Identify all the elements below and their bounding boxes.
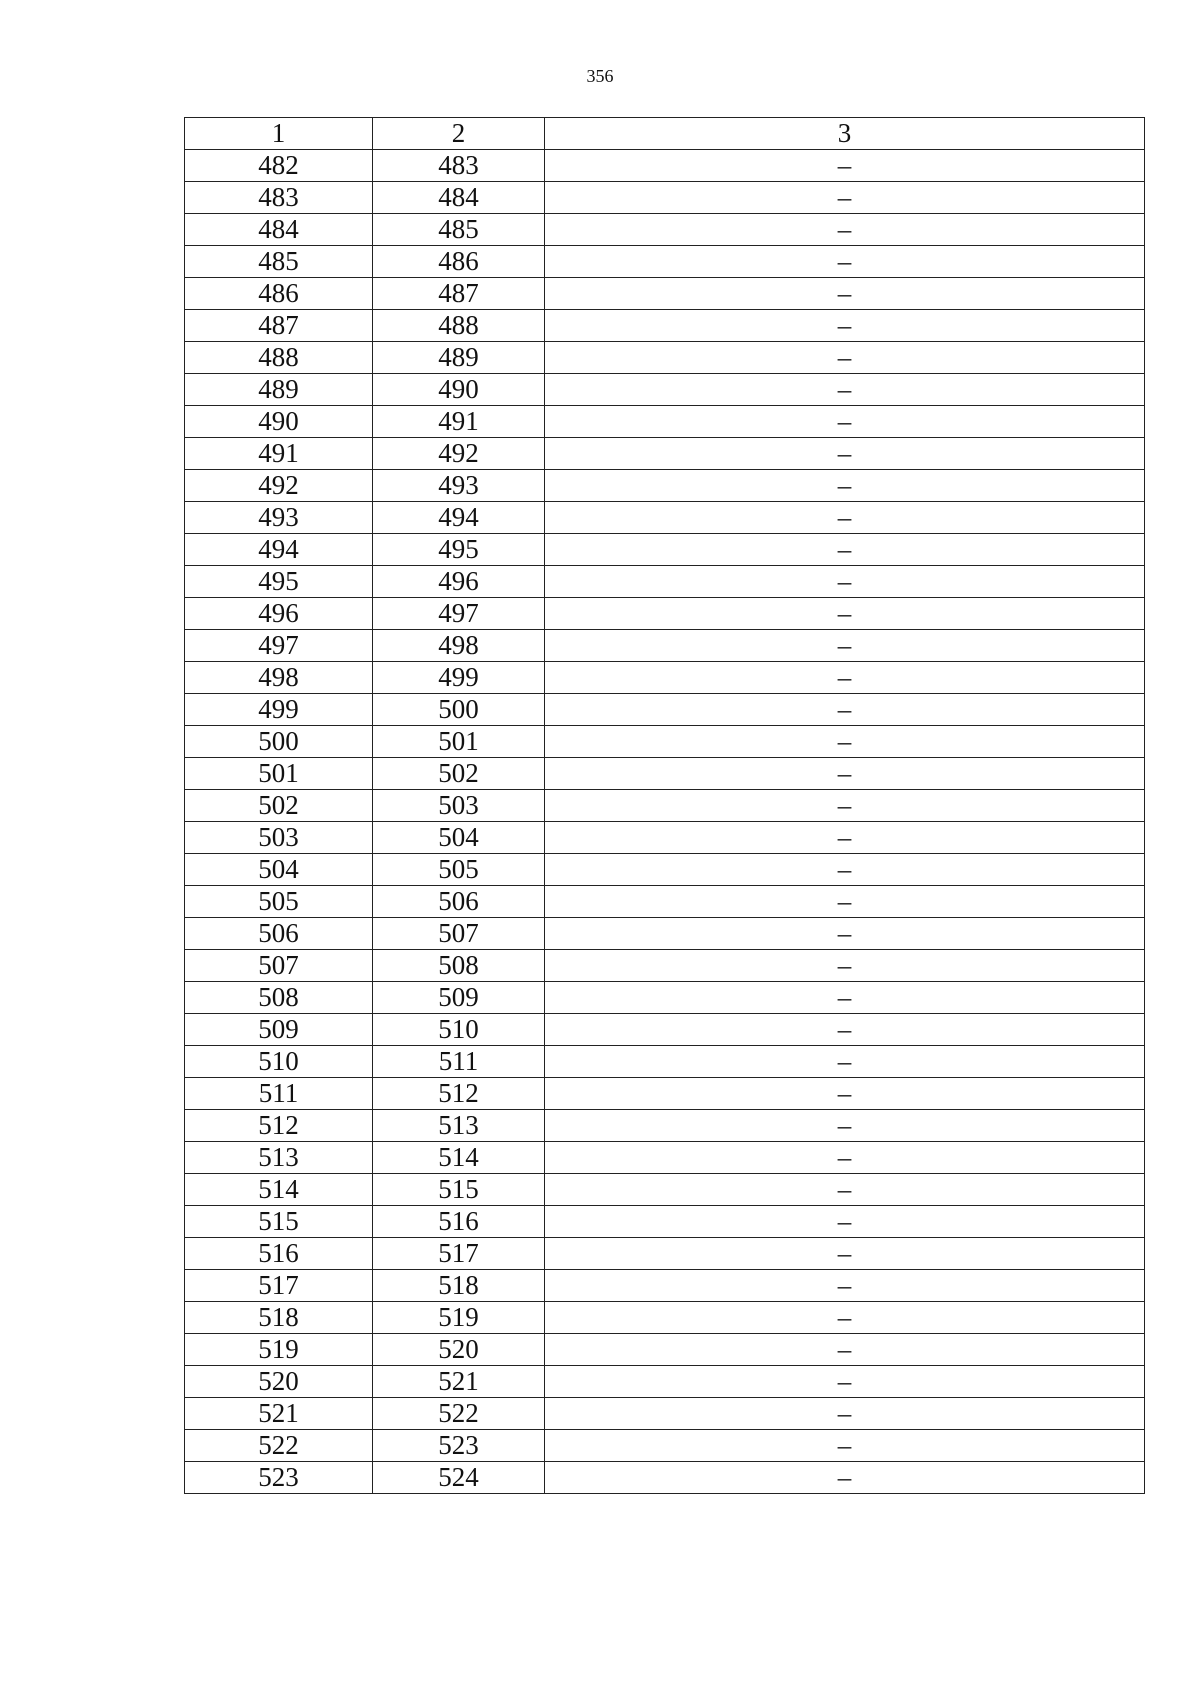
table-cell: 503 (185, 822, 373, 854)
table-cell: 492 (185, 470, 373, 502)
table-cell: – (545, 438, 1145, 470)
table-cell: 507 (373, 918, 545, 950)
table-cell: 488 (185, 342, 373, 374)
table-row (185, 1110, 1145, 1142)
table-cell: 511 (185, 1078, 373, 1110)
table-row (185, 502, 1145, 534)
table-cell: 510 (185, 1046, 373, 1078)
table-row (185, 1398, 1145, 1430)
table-cell: – (545, 1430, 1145, 1462)
table-row (185, 854, 1145, 886)
table-cell: 495 (185, 566, 373, 598)
table-cell: 518 (373, 1270, 545, 1302)
table-row (185, 1462, 1145, 1494)
table-cell: 518 (185, 1302, 373, 1334)
table-row (185, 1078, 1145, 1110)
table-cell: 486 (185, 278, 373, 310)
table-cell: – (545, 1110, 1145, 1142)
table-cell: 490 (373, 374, 545, 406)
table-cell: – (545, 982, 1145, 1014)
table-row (185, 1046, 1145, 1078)
table-cell: 483 (373, 150, 545, 182)
table-cell: 490 (185, 406, 373, 438)
table-cell: 507 (185, 950, 373, 982)
table-row (185, 534, 1145, 566)
table-row (185, 662, 1145, 694)
table-row (185, 822, 1145, 854)
table-cell: – (545, 1078, 1145, 1110)
table-cell: 503 (373, 790, 545, 822)
table-row (185, 246, 1145, 278)
table-cell: – (545, 918, 1145, 950)
table-cell: 484 (373, 182, 545, 214)
table-cell: – (545, 278, 1145, 310)
table-header-row (185, 118, 1145, 150)
table-cell: 517 (185, 1270, 373, 1302)
table-row (185, 310, 1145, 342)
table-cell: 509 (185, 1014, 373, 1046)
table-cell: 488 (373, 310, 545, 342)
table-cell: 497 (373, 598, 545, 630)
table-cell: 523 (185, 1462, 373, 1494)
table-row (185, 374, 1145, 406)
table-cell: 489 (373, 342, 545, 374)
table-cell: – (545, 822, 1145, 854)
column-header: 3 (545, 118, 1145, 150)
table-body (185, 150, 1145, 1494)
table-row (185, 630, 1145, 662)
table-cell: – (545, 1398, 1145, 1430)
table-cell: 514 (373, 1142, 545, 1174)
table-cell: 506 (185, 918, 373, 950)
table-cell: – (545, 502, 1145, 534)
table-cell: 521 (373, 1366, 545, 1398)
table-row (185, 790, 1145, 822)
table-cell: – (545, 1270, 1145, 1302)
table-cell: 515 (373, 1174, 545, 1206)
table-row (185, 150, 1145, 182)
table-cell: 508 (373, 950, 545, 982)
table-cell: – (545, 470, 1145, 502)
table-cell: 493 (185, 502, 373, 534)
table-row (185, 886, 1145, 918)
table-cell: 512 (373, 1078, 545, 1110)
table-cell: – (545, 214, 1145, 246)
table-cell: – (545, 1014, 1145, 1046)
table-cell: – (545, 1302, 1145, 1334)
table-row (185, 598, 1145, 630)
table-cell: 498 (373, 630, 545, 662)
table-cell: – (545, 1334, 1145, 1366)
table-cell: 483 (185, 182, 373, 214)
table-row (185, 406, 1145, 438)
table-cell: 519 (185, 1334, 373, 1366)
table-cell: 485 (373, 214, 545, 246)
table-cell: 494 (185, 534, 373, 566)
table-cell: 491 (373, 406, 545, 438)
table-cell: – (545, 1142, 1145, 1174)
table-cell: 509 (373, 982, 545, 1014)
table-row (185, 1302, 1145, 1334)
table-cell: – (545, 598, 1145, 630)
table-cell: 496 (185, 598, 373, 630)
table-cell: – (545, 310, 1145, 342)
table-row (185, 1270, 1145, 1302)
table-row (185, 950, 1145, 982)
page-number: 356 (586, 66, 614, 86)
table-cell: – (545, 1366, 1145, 1398)
table-row (185, 214, 1145, 246)
table-cell: 502 (373, 758, 545, 790)
table-cell: 524 (373, 1462, 545, 1494)
table-cell: 521 (185, 1398, 373, 1430)
table-cell: 502 (185, 790, 373, 822)
table-cell: 523 (373, 1430, 545, 1462)
table-cell: – (545, 374, 1145, 406)
table-cell: 500 (185, 726, 373, 758)
table-cell: 499 (373, 662, 545, 694)
table-cell: – (545, 758, 1145, 790)
table-cell: – (545, 150, 1145, 182)
table-cell: 492 (373, 438, 545, 470)
table-cell: 514 (185, 1174, 373, 1206)
table-row (185, 1238, 1145, 1270)
table-cell: 497 (185, 630, 373, 662)
table-cell: 485 (185, 246, 373, 278)
column-header: 1 (185, 118, 373, 150)
table-row (185, 1430, 1145, 1462)
table-cell: – (545, 406, 1145, 438)
table-row (185, 1366, 1145, 1398)
table-cell: – (545, 566, 1145, 598)
table-row (185, 1174, 1145, 1206)
table-cell: 516 (373, 1206, 545, 1238)
table-row (185, 182, 1145, 214)
table-cell: – (545, 886, 1145, 918)
table-cell: 520 (185, 1366, 373, 1398)
table-cell: – (545, 1174, 1145, 1206)
table-cell: 501 (185, 758, 373, 790)
table-cell: 513 (185, 1142, 373, 1174)
table-cell: 487 (185, 310, 373, 342)
table-cell: 516 (185, 1238, 373, 1270)
table-cell: – (545, 342, 1145, 374)
table-cell: – (545, 246, 1145, 278)
table-cell: – (545, 694, 1145, 726)
table-cell: 499 (185, 694, 373, 726)
table-cell: 495 (373, 534, 545, 566)
table-cell: 512 (185, 1110, 373, 1142)
table-cell: – (545, 726, 1145, 758)
table-cell: 486 (373, 246, 545, 278)
table-cell: 505 (185, 886, 373, 918)
table-cell: 484 (185, 214, 373, 246)
table-cell: 494 (373, 502, 545, 534)
table-cell: 504 (373, 822, 545, 854)
table-cell: 506 (373, 886, 545, 918)
table-row (185, 726, 1145, 758)
table-cell: – (545, 662, 1145, 694)
data-table (184, 117, 1145, 1494)
table-cell: 513 (373, 1110, 545, 1142)
table-cell: 493 (373, 470, 545, 502)
table-row (185, 438, 1145, 470)
table-cell: 482 (185, 150, 373, 182)
table-row (185, 918, 1145, 950)
table-cell: 505 (373, 854, 545, 886)
table-row (185, 694, 1145, 726)
table-row (185, 566, 1145, 598)
table-cell: 500 (373, 694, 545, 726)
table-cell: 489 (185, 374, 373, 406)
table-row (185, 982, 1145, 1014)
table-cell: 508 (185, 982, 373, 1014)
table-row (185, 758, 1145, 790)
table-row (185, 470, 1145, 502)
table-row (185, 278, 1145, 310)
table-cell: 498 (185, 662, 373, 694)
column-header: 2 (373, 118, 545, 150)
table-cell: – (545, 1206, 1145, 1238)
table-cell: 519 (373, 1302, 545, 1334)
table-cell: – (545, 182, 1145, 214)
table-cell: – (545, 854, 1145, 886)
table-cell: 487 (373, 278, 545, 310)
table-cell: 510 (373, 1014, 545, 1046)
table-cell: 511 (373, 1046, 545, 1078)
table-row (185, 1206, 1145, 1238)
table-cell: 522 (185, 1430, 373, 1462)
table-row (185, 342, 1145, 374)
table-cell: 491 (185, 438, 373, 470)
table-cell: 504 (185, 854, 373, 886)
table-cell: 501 (373, 726, 545, 758)
table-cell: 517 (373, 1238, 545, 1270)
table-row (185, 1014, 1145, 1046)
table-row (185, 1142, 1145, 1174)
table-cell: – (545, 630, 1145, 662)
table-cell: – (545, 1238, 1145, 1270)
table-cell: 515 (185, 1206, 373, 1238)
table-cell: – (545, 950, 1145, 982)
table-cell: – (545, 790, 1145, 822)
table-cell: – (545, 534, 1145, 566)
table-cell: 522 (373, 1398, 545, 1430)
table-row (185, 1334, 1145, 1366)
table-cell: – (545, 1046, 1145, 1078)
table-cell: – (545, 1462, 1145, 1494)
table-cell: 496 (373, 566, 545, 598)
table-cell: 520 (373, 1334, 545, 1366)
